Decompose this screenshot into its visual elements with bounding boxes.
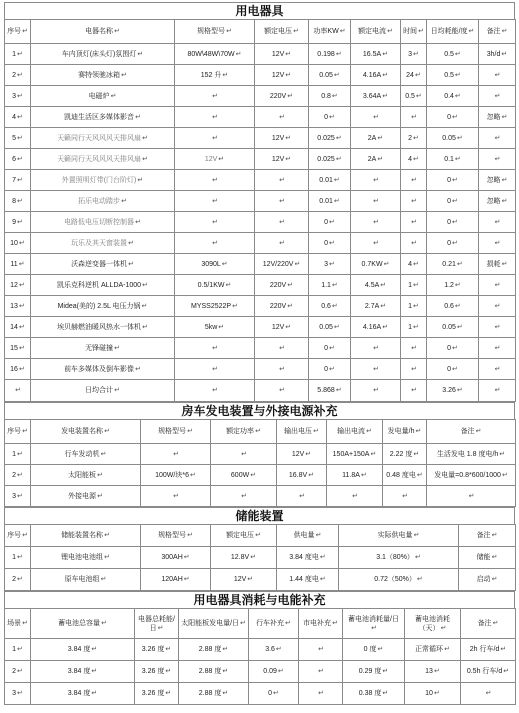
table-cell: 生活发电 1.8 度电/h↵ bbox=[427, 444, 516, 465]
table-cell: 0↵ bbox=[427, 191, 479, 212]
table-cell: 12.8V↵ bbox=[211, 547, 277, 569]
table-cell: 120AH↵ bbox=[141, 569, 211, 591]
table-cell: 2.88 度↵ bbox=[179, 683, 249, 705]
column-header: 备注↵ bbox=[461, 609, 516, 639]
row-number: 6↵ bbox=[5, 149, 31, 170]
table-row bbox=[5, 338, 516, 359]
table-cell: 0↵ bbox=[427, 338, 479, 359]
column-header: 供电量↵ bbox=[277, 525, 339, 547]
table-row bbox=[5, 275, 516, 296]
table-cell: 16.5A↵ bbox=[351, 44, 401, 65]
table-cell: ↵ bbox=[401, 191, 427, 212]
table-cell: 忽略↵ bbox=[479, 170, 516, 191]
table-cell: 12V↵ bbox=[277, 444, 327, 465]
row-number: 14↵ bbox=[5, 317, 31, 338]
total-label: 日均合计↵ bbox=[31, 380, 175, 402]
table-cell: ↵ bbox=[401, 338, 427, 359]
row-number: 1↵ bbox=[5, 639, 31, 661]
table-cell: 1↵ bbox=[401, 317, 427, 338]
table-cell: 1.44 度电↵ bbox=[277, 569, 339, 591]
table-cell: ↵ bbox=[141, 486, 211, 507]
table-cell: ↵ bbox=[479, 296, 516, 317]
table-cell: 12V↵ bbox=[255, 44, 309, 65]
table-cell: 忽略↵ bbox=[479, 107, 516, 128]
table-cell: ↵ bbox=[401, 233, 427, 254]
table-cell: ↵ bbox=[461, 683, 516, 705]
column-header: 额定电压↵ bbox=[255, 20, 309, 44]
table-cell: 4.5A↵ bbox=[351, 275, 401, 296]
table-cell: 3.84 度↵ bbox=[31, 683, 135, 705]
table-cell: 0.5↵ bbox=[427, 65, 479, 86]
table-cell: 4.16A↵ bbox=[351, 317, 401, 338]
table-cell: ↵ bbox=[299, 639, 343, 661]
table-cell: 2↵ bbox=[401, 128, 427, 149]
row-number: 15↵ bbox=[5, 338, 31, 359]
table-cell: MYSS2522P↵ bbox=[175, 296, 255, 317]
table-cell: 12V↵ bbox=[175, 149, 255, 170]
storage-table bbox=[4, 524, 516, 591]
table-cell: 1↵ bbox=[401, 275, 427, 296]
table-cell: 天籁同行天风风风天排风扇↵ bbox=[31, 149, 175, 170]
column-header: 备注↵ bbox=[479, 20, 516, 44]
table-cell: 220V↵ bbox=[255, 296, 309, 317]
column-header: 行车补充↵ bbox=[249, 609, 299, 639]
table-cell: 220V↵ bbox=[255, 86, 309, 107]
table-cell: 0.05↵ bbox=[309, 317, 351, 338]
table-cell: ↵ bbox=[479, 86, 516, 107]
column-header: 备注↵ bbox=[459, 525, 516, 547]
table-row bbox=[5, 128, 516, 149]
table-cell: ↵ bbox=[277, 486, 327, 507]
table-cell: 1↵ bbox=[401, 296, 427, 317]
column-header: 序号↵ bbox=[5, 420, 31, 444]
column-header: 蓄电池消耗（天）↵ bbox=[405, 609, 461, 639]
table-cell: 13↵ bbox=[405, 661, 461, 683]
row-number: 3↵ bbox=[5, 86, 31, 107]
table-cell: 外置照明灯带(门台阶灯)↵ bbox=[31, 170, 175, 191]
table-cell: 1.2↵ bbox=[427, 275, 479, 296]
table-cell: 100W/块*6↵ bbox=[141, 465, 211, 486]
column-header: 储能装置名称↵ bbox=[31, 525, 141, 547]
table-row bbox=[5, 486, 516, 507]
table-header-row bbox=[5, 420, 516, 444]
table-row bbox=[5, 661, 516, 683]
column-header: 市电补充↵ bbox=[299, 609, 343, 639]
table-cell: ↵ bbox=[383, 486, 427, 507]
column-header: 规格型号↵ bbox=[141, 420, 211, 444]
table-cell: 3.6↵ bbox=[249, 639, 299, 661]
table-row bbox=[5, 65, 516, 86]
table-cell: 0.5h 行车/d↵ bbox=[461, 661, 516, 683]
table-row bbox=[5, 86, 516, 107]
table-cell: 5kw↵ bbox=[175, 317, 255, 338]
table-cell: ↵ bbox=[479, 359, 516, 380]
table-cell: ↵ bbox=[479, 233, 516, 254]
table-cell: 太阳能板↵ bbox=[31, 465, 141, 486]
row-number: 2↵ bbox=[5, 465, 31, 486]
row-number: 3↵ bbox=[5, 486, 31, 507]
table-cell: 12V↵ bbox=[211, 569, 277, 591]
table-cell: ↵ bbox=[141, 444, 211, 465]
table-cell: 前车多媒体及倒车影像↵ bbox=[31, 359, 175, 380]
table-row bbox=[5, 254, 516, 275]
column-header: 日均耗能/度↵ bbox=[427, 20, 479, 44]
table-cell: 行车发动机↵ bbox=[31, 444, 141, 465]
table-cell: 0.05↵ bbox=[427, 128, 479, 149]
table-cell: 凯乐克科逆机 ALLDA-1000↵ bbox=[31, 275, 175, 296]
table-cell: 凯迪生活区多媒体影音↵ bbox=[31, 107, 175, 128]
table-cell: 0.05↵ bbox=[427, 317, 479, 338]
row-number: 2↵ bbox=[5, 661, 31, 683]
table-cell: 正常循环↵ bbox=[405, 639, 461, 661]
consumption-table bbox=[4, 608, 516, 705]
table-cell: ↵ bbox=[255, 233, 309, 254]
table-cell: 3.26 度↵ bbox=[135, 639, 179, 661]
table-cell: 0.025↵ bbox=[309, 149, 351, 170]
table-cell: ↵ bbox=[479, 317, 516, 338]
table-cell: 0.01↵ bbox=[309, 191, 351, 212]
table-cell: 0.025↵ bbox=[309, 128, 351, 149]
table-cell: 0↵ bbox=[427, 212, 479, 233]
table-cell: ↵ bbox=[255, 338, 309, 359]
table-cell: ↵ bbox=[351, 170, 401, 191]
table-row bbox=[5, 212, 516, 233]
table-cell: 10↵ bbox=[405, 683, 461, 705]
table-cell: 3↵ bbox=[401, 44, 427, 65]
table-cell: 16.8V↵ bbox=[277, 465, 327, 486]
table-cell: 0.01↵ bbox=[309, 170, 351, 191]
table-cell: 0↵ bbox=[309, 233, 351, 254]
row-number: 7↵ bbox=[5, 170, 31, 191]
table-cell: 天籁同行天风风风天排风扇↵ bbox=[31, 128, 175, 149]
table-cell: 损耗↵ bbox=[479, 254, 516, 275]
table-cell: 3.26 度↵ bbox=[135, 661, 179, 683]
table-cell: ↵ bbox=[175, 233, 255, 254]
table-cell: 0.38 度↵ bbox=[343, 683, 405, 705]
total-daily: 3.26↵ bbox=[427, 380, 479, 402]
table-cell: 1.1↵ bbox=[309, 275, 351, 296]
table-cell: 12V↵ bbox=[255, 317, 309, 338]
section-title-appliances: 用电器具 bbox=[4, 2, 515, 19]
table-cell: ↵ bbox=[351, 212, 401, 233]
table-header-row bbox=[5, 20, 516, 44]
table-cell: 0↵ bbox=[309, 212, 351, 233]
row-number: 1↵ bbox=[5, 547, 31, 569]
column-header: 序号↵ bbox=[5, 525, 31, 547]
table-cell: ↵ bbox=[351, 233, 401, 254]
row-number: 16↵ bbox=[5, 359, 31, 380]
table-cell: 2.88 度↵ bbox=[179, 661, 249, 683]
table-cell: ↵ bbox=[211, 486, 277, 507]
table-cell: 0.4↵ bbox=[427, 86, 479, 107]
appliance-table bbox=[4, 19, 516, 402]
empty-cell: ↵ bbox=[5, 380, 31, 402]
table-cell: 0.21↵ bbox=[427, 254, 479, 275]
table-cell: ↵ bbox=[401, 107, 427, 128]
table-cell: 300AH↵ bbox=[141, 547, 211, 569]
table-cell: ↵ bbox=[255, 170, 309, 191]
table-cell: ↵ bbox=[299, 683, 343, 705]
table-cell: 车内顶灯(床头灯)氛围灯↵ bbox=[31, 44, 175, 65]
table-cell: 0.8↵ bbox=[309, 86, 351, 107]
table-cell: 沃森逆变器一体机↵ bbox=[31, 254, 175, 275]
table-cell: 电路低电压切断控制器↵ bbox=[31, 212, 175, 233]
table-cell: 2.7A↵ bbox=[351, 296, 401, 317]
table-row bbox=[5, 191, 516, 212]
table-cell: 0↵ bbox=[309, 359, 351, 380]
section-title-consumption: 用电器具消耗与电能补充 bbox=[4, 591, 515, 608]
table-cell: ↵ bbox=[255, 191, 309, 212]
column-header: 电器总耗能/日↵ bbox=[135, 609, 179, 639]
total-row: ↵ 日均合计↵ ↵ ↵ 5.868↵ ↵ ↵ 3.26↵ ↵ bbox=[5, 380, 516, 402]
column-header: 备注↵ bbox=[427, 420, 516, 444]
table-cell: 2h 行车/d↵ bbox=[461, 639, 516, 661]
row-number: 5↵ bbox=[5, 128, 31, 149]
table-cell: 2A↵ bbox=[351, 149, 401, 170]
column-header: 发电装置名称↵ bbox=[31, 420, 141, 444]
column-header: 序号↵ bbox=[5, 20, 31, 44]
table-cell: 启动↵ bbox=[459, 569, 516, 591]
table-cell: 埃贝赫燃油暖风热水一体机↵ bbox=[31, 317, 175, 338]
table-cell: 0↵ bbox=[427, 359, 479, 380]
row-number: 8↵ bbox=[5, 191, 31, 212]
table-cell: 锂电池电池组↵ bbox=[31, 547, 141, 569]
table-cell: 3.84 度↵ bbox=[31, 661, 135, 683]
table-cell: ↵ bbox=[175, 212, 255, 233]
table-cell: 3h/d↵ bbox=[479, 44, 516, 65]
table-cell: ↵ bbox=[351, 107, 401, 128]
row-number: 2↵ bbox=[5, 65, 31, 86]
table-cell: ↵ bbox=[479, 275, 516, 296]
table-cell: 4↵ bbox=[401, 254, 427, 275]
table-cell: 0.48 度电↵ bbox=[383, 465, 427, 486]
row-number: 3↵ bbox=[5, 683, 31, 705]
column-header: 额定电压↵ bbox=[211, 525, 277, 547]
table-cell: 24↵ bbox=[401, 65, 427, 86]
table-cell: ↵ bbox=[175, 191, 255, 212]
column-header: 输出电流↵ bbox=[327, 420, 383, 444]
table-cell: 0.09↵ bbox=[249, 661, 299, 683]
table-cell: 0↵ bbox=[309, 107, 351, 128]
table-cell: ↵ bbox=[401, 359, 427, 380]
table-cell: 4↵ bbox=[401, 149, 427, 170]
table-cell: 3.84 度电↵ bbox=[277, 547, 339, 569]
column-header: 场景↵ bbox=[5, 609, 31, 639]
table-row bbox=[5, 317, 516, 338]
column-header: 时间↵ bbox=[401, 20, 427, 44]
column-header: 额定电流↵ bbox=[351, 20, 401, 44]
table-cell: 2A↵ bbox=[351, 128, 401, 149]
table-cell: 0↵ bbox=[249, 683, 299, 705]
table-row bbox=[5, 465, 516, 486]
row-number: 9↵ bbox=[5, 212, 31, 233]
table-cell: ↵ bbox=[211, 444, 277, 465]
table-cell: 152 升↵ bbox=[175, 65, 255, 86]
table-cell: 0.5↵ bbox=[427, 44, 479, 65]
table-cell: 外接电源↵ bbox=[31, 486, 141, 507]
table-cell: 0.5/1KW↵ bbox=[175, 275, 255, 296]
table-cell: 3↵ bbox=[309, 254, 351, 275]
table-cell: ↵ bbox=[479, 65, 516, 86]
table-cell: 赛特领驰冰箱↵ bbox=[31, 65, 175, 86]
table-row bbox=[5, 233, 516, 254]
row-number: 10↵ bbox=[5, 233, 31, 254]
table-cell: 0.7KW↵ bbox=[351, 254, 401, 275]
table-cell: 12V↵ bbox=[255, 65, 309, 86]
table-cell: ↵ bbox=[351, 191, 401, 212]
table-cell: 0.1↵ bbox=[427, 149, 479, 170]
row-number: 1↵ bbox=[5, 44, 31, 65]
table-cell: 0.6↵ bbox=[427, 296, 479, 317]
table-cell: 0 度↵ bbox=[343, 639, 405, 661]
column-header: 太阳能板发电量/日↵ bbox=[179, 609, 249, 639]
table-cell: 发电量=0.8*600/1000↵ bbox=[427, 465, 516, 486]
table-row bbox=[5, 44, 516, 65]
table-cell: 12V↵ bbox=[255, 149, 309, 170]
row-number: 2↵ bbox=[5, 569, 31, 591]
table-cell: 3.84 度↵ bbox=[31, 639, 135, 661]
table-cell: 2.88 度↵ bbox=[179, 639, 249, 661]
table-cell: 0↵ bbox=[427, 170, 479, 191]
table-cell: 原车电池组↵ bbox=[31, 569, 141, 591]
table-cell: ↵ bbox=[175, 338, 255, 359]
document-page bbox=[4, 2, 515, 705]
table-cell: ↵ bbox=[327, 486, 383, 507]
table-cell: 0↵ bbox=[309, 338, 351, 359]
table-cell: ↵ bbox=[427, 486, 516, 507]
table-cell: 11.8A↵ bbox=[327, 465, 383, 486]
table-cell: ↵ bbox=[175, 359, 255, 380]
table-row bbox=[5, 683, 516, 705]
table-cell: 0.6↵ bbox=[309, 296, 351, 317]
table-cell: ↵ bbox=[479, 128, 516, 149]
table-cell: ↵ bbox=[255, 107, 309, 128]
table-cell: 150A+150A↵ bbox=[327, 444, 383, 465]
column-header: 输出电压↵ bbox=[277, 420, 327, 444]
table-cell: 0.05↵ bbox=[309, 65, 351, 86]
table-header-row bbox=[5, 525, 516, 547]
table-cell: 600W↵ bbox=[211, 465, 277, 486]
row-number: 4↵ bbox=[5, 107, 31, 128]
section-title-generation: 房车发电装置与外接电源补充 bbox=[4, 402, 515, 419]
table-cell: 80W\48W\70W↵ bbox=[175, 44, 255, 65]
table-cell: ↵ bbox=[401, 212, 427, 233]
generation-table bbox=[4, 419, 516, 507]
table-cell: ↵ bbox=[351, 359, 401, 380]
section-title-storage: 储能装置 bbox=[4, 507, 515, 524]
table-cell: 220V↵ bbox=[255, 275, 309, 296]
table-cell: ↵ bbox=[175, 170, 255, 191]
column-header: 蓄电池总容量↵ bbox=[31, 609, 135, 639]
table-cell: ↵ bbox=[255, 212, 309, 233]
table-header-row bbox=[5, 609, 516, 639]
table-cell: ↵ bbox=[175, 128, 255, 149]
table-row bbox=[5, 296, 516, 317]
table-row bbox=[5, 569, 516, 591]
table-cell: 忽略↵ bbox=[479, 191, 516, 212]
column-header: 规格型号↵ bbox=[141, 525, 211, 547]
column-header: 电器名称↵ bbox=[31, 20, 175, 44]
table-row bbox=[5, 149, 516, 170]
table-cell: 无锋碰撞↵ bbox=[31, 338, 175, 359]
column-header: 规格型号↵ bbox=[175, 20, 255, 44]
table-row bbox=[5, 359, 516, 380]
column-header: 发电量/h↵ bbox=[383, 420, 427, 444]
table-cell: 4.16A↵ bbox=[351, 65, 401, 86]
table-cell: 0.198↵ bbox=[309, 44, 351, 65]
column-header: 实际供电量↵ bbox=[339, 525, 459, 547]
table-cell: ↵ bbox=[351, 338, 401, 359]
table-cell: ↵ bbox=[175, 86, 255, 107]
column-header: 蓄电池消耗量/日↵ bbox=[343, 609, 405, 639]
table-cell: 0↵ bbox=[427, 233, 479, 254]
table-cell: 拓乐电动踏步↵ bbox=[31, 191, 175, 212]
column-header: 额定功率↵ bbox=[211, 420, 277, 444]
table-cell: 2.22 度↵ bbox=[383, 444, 427, 465]
table-row bbox=[5, 547, 516, 569]
table-row bbox=[5, 639, 516, 661]
table-cell: ↵ bbox=[479, 212, 516, 233]
row-number: 12↵ bbox=[5, 275, 31, 296]
table-cell: 3090L↵ bbox=[175, 254, 255, 275]
table-cell: 3.1（80%）↵ bbox=[339, 547, 459, 569]
table-cell: Midea(美的) 2.5L 电压力锅↵ bbox=[31, 296, 175, 317]
table-cell: 电磁炉↵ bbox=[31, 86, 175, 107]
table-cell: 3.64A↵ bbox=[351, 86, 401, 107]
table-cell: ↵ bbox=[401, 170, 427, 191]
table-cell: ↵ bbox=[479, 149, 516, 170]
total-power: 5.868↵ bbox=[309, 380, 351, 402]
table-row bbox=[5, 170, 516, 191]
table-cell: 12V↵ bbox=[255, 128, 309, 149]
table-row bbox=[5, 444, 516, 465]
table-cell: ↵ bbox=[175, 107, 255, 128]
table-cell: 0↵ bbox=[427, 107, 479, 128]
table-row bbox=[5, 107, 516, 128]
table-cell: ↵ bbox=[299, 661, 343, 683]
table-cell: ↵ bbox=[479, 338, 516, 359]
table-cell: 玩乐及其天窗装置↵ bbox=[31, 233, 175, 254]
row-number: 11↵ bbox=[5, 254, 31, 275]
row-number: 1↵ bbox=[5, 444, 31, 465]
table-cell: ↵ bbox=[255, 359, 309, 380]
table-cell: 储能↵ bbox=[459, 547, 516, 569]
table-cell: 3.26 度↵ bbox=[135, 683, 179, 705]
table-cell: 0.5↵ bbox=[401, 86, 427, 107]
column-header: 功率KW↵ bbox=[309, 20, 351, 44]
table-cell: 0.29 度↵ bbox=[343, 661, 405, 683]
table-cell: 12V/220V↵ bbox=[255, 254, 309, 275]
table-cell: 0.72（50%）↵ bbox=[339, 569, 459, 591]
row-number: 13↵ bbox=[5, 296, 31, 317]
